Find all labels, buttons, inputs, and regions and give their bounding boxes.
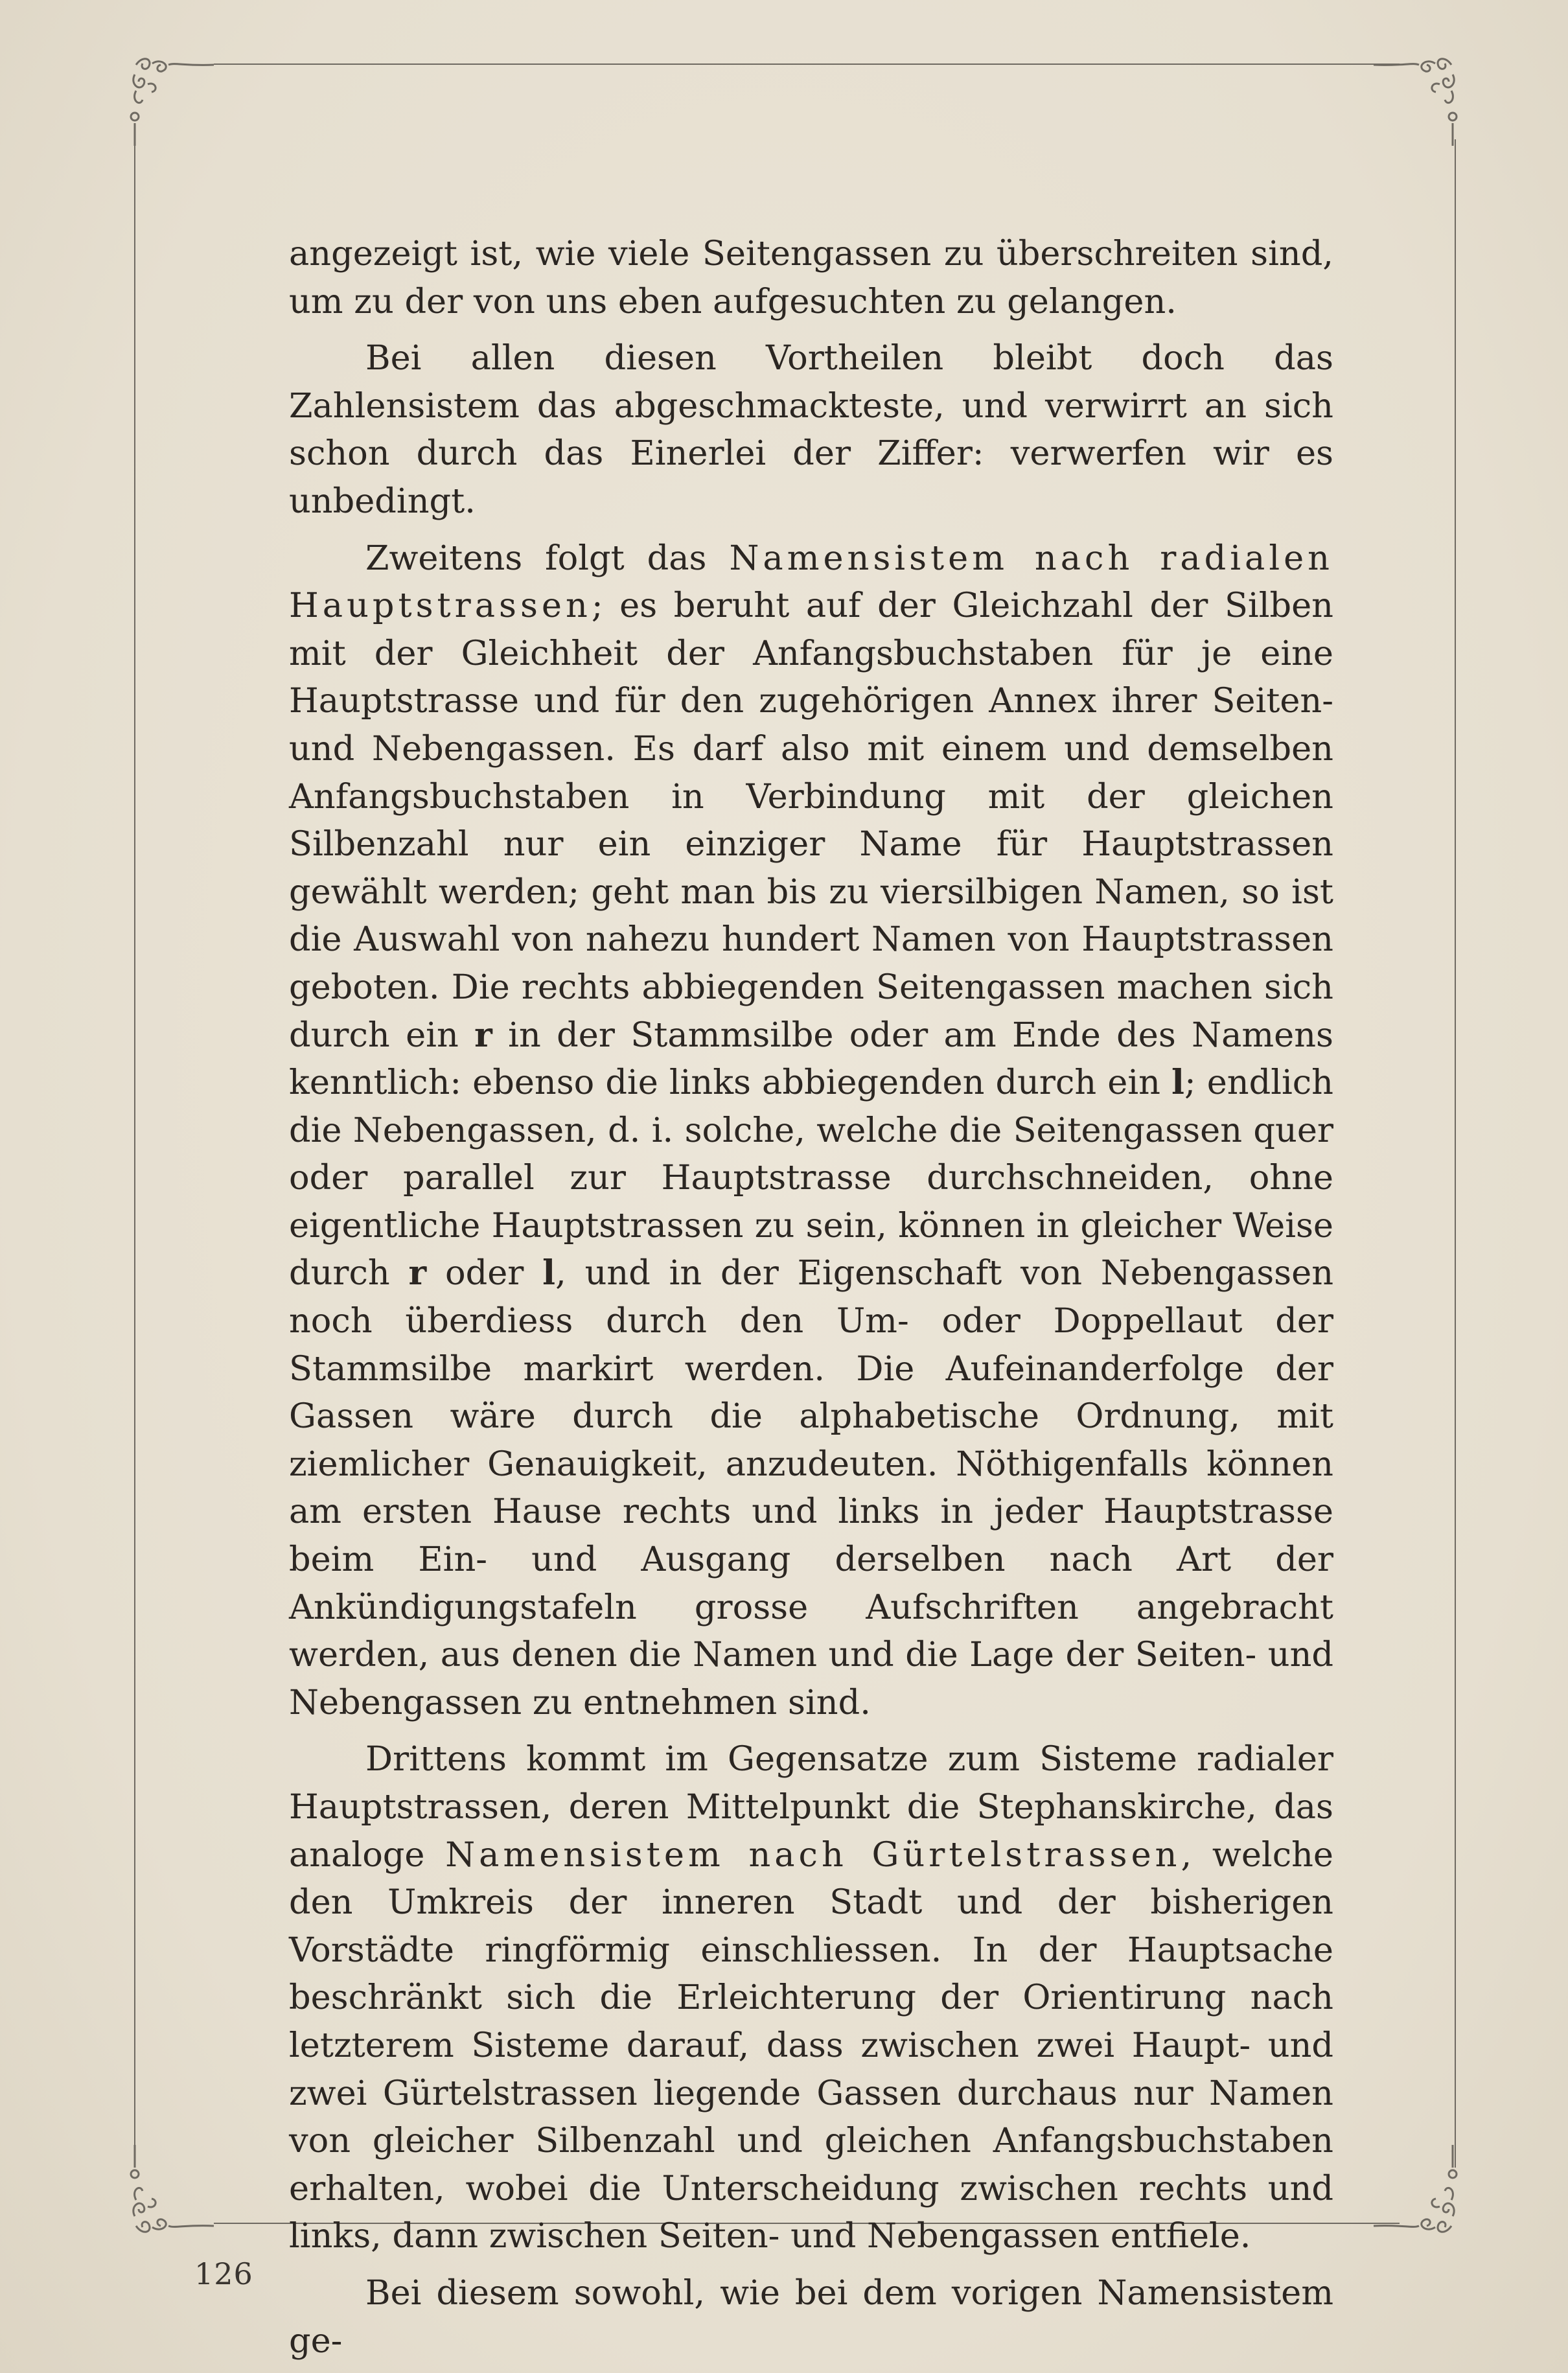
ornament-corner-icon (123, 45, 227, 149)
body-text (289, 230, 1333, 2365)
paragraph (289, 1735, 1333, 2260)
text-segment: l (1171, 1063, 1184, 1103)
ornament-corner-icon (1361, 45, 1464, 149)
paragraph (289, 535, 1333, 1727)
text-segment: , und in der Eigenschaft von Nebengassen noch überdiess durch den Um- oder Doppellaut der Stammsilbe markirt werden. Die Aufeinanderfolge der Gassen wäre durch die alphabetische Ordnung, mit ziemlicher Genauigkeit, anzudeuten. Nöthigenfalls können am ersten Hause rechts und links in jeder Hauptstrasse beim Ein- und Ausgang derselben nach Art der Ankündigungstafeln grosse Aufschriften angebracht werden, aus denen die Namen und die Lage der Seiten- und Nebengassen zu entnehmen sind. (289, 1253, 1334, 1722)
paragraph (289, 230, 1333, 325)
page-number: 126 (194, 2256, 253, 2291)
frame-right-rule (1455, 139, 1456, 2168)
text-segment: Bei diesem sowohl, wie bei dem vorigen Namensistem ge- (289, 2273, 1333, 2361)
text-segment: Namensistem nach radialen Hauptstrassen (289, 538, 1333, 626)
text-segment: Zweitens folgt das (365, 538, 730, 578)
text-segment: r (408, 1253, 427, 1293)
text-segment: ; es beruht auf der Gleichzahl der Silben mit der Gleichheit der Anfangsbuchstaben für je eine Hauptstrasse und für den zugehörigen Annex ihrer Seiten- und Nebengassen. Es darf also mit einem und demselben Anfangsbuchstaben in Verbindung mit der gleichen Silbenzahl nur ein einziger Name für Hauptstrassen gewählt werden; geht man bis zu viersilbigen Namen, so ist die Auswahl von nahezu hundert Namen von Hauptstrassen geboten. Die rechts abbiegenden Seitengassen machen sich durch ein (289, 586, 1333, 1055)
text-segment: l (542, 1253, 556, 1293)
text-segment: , welche den Umkreis der inneren Stadt und der bisherigen Vorstädte ringförmig einschliessen. In der Hauptsache beschränkt sich die Erleichterung der Orientirung nach letzterem Sisteme darauf, dass zwischen zwei Haupt- und zwei Gürtelstrassen liegende Gassen durchaus nur Namen von gleicher Silbenzahl und gleichen Anfangsbuchstaben erhalten, wobei die Unterscheidung zwischen rechts und links, dann zwischen Seiten- und Nebengassen entfiele. (289, 1835, 1333, 2256)
paragraph (289, 2269, 1333, 2365)
text-segment: in der Stammsilbe oder am Ende des Namens kenntlich: ebenso die links abbiegenden durch ein (289, 1015, 1333, 1103)
text-segment: Namensistem nach Gürtelstrassen (445, 1835, 1181, 1875)
ornament-corner-icon (123, 2142, 227, 2245)
text-segment: Bei allen diesen Vortheilen bleibt doch das Zahlensistem das abgeschmackteste, und verwirrt an sich schon durch das Einerlei der Ziffer: verwerfen wir es unbedingt. (289, 338, 1333, 521)
paragraph (289, 334, 1333, 525)
frame-left-rule (134, 139, 135, 2168)
text-segment: Drittens kommt im Gegensatze zum Sisteme radialer Hauptstrassen, deren Mittelpunkt die Stephanskirche, das analoge (289, 1739, 1333, 1875)
text-segment: ; endlich die Nebengassen, d. i. solche, welche die Seitengassen quer oder parallel zur Hauptstrasse durchschneiden, ohne eigentliche Hauptstrassen zu sein, können in gleicher Weise durch (289, 1063, 1333, 1293)
text-segment: r (474, 1015, 492, 1055)
ornament-corner-icon (1361, 2142, 1464, 2245)
text-segment: oder (426, 1253, 543, 1293)
text-segment: angezeigt ist, wie viele Seitengassen zu überschreiten sind, um zu der von uns eben aufgesuchten zu gelangen. (289, 234, 1333, 321)
frame-top-rule (214, 64, 1400, 65)
